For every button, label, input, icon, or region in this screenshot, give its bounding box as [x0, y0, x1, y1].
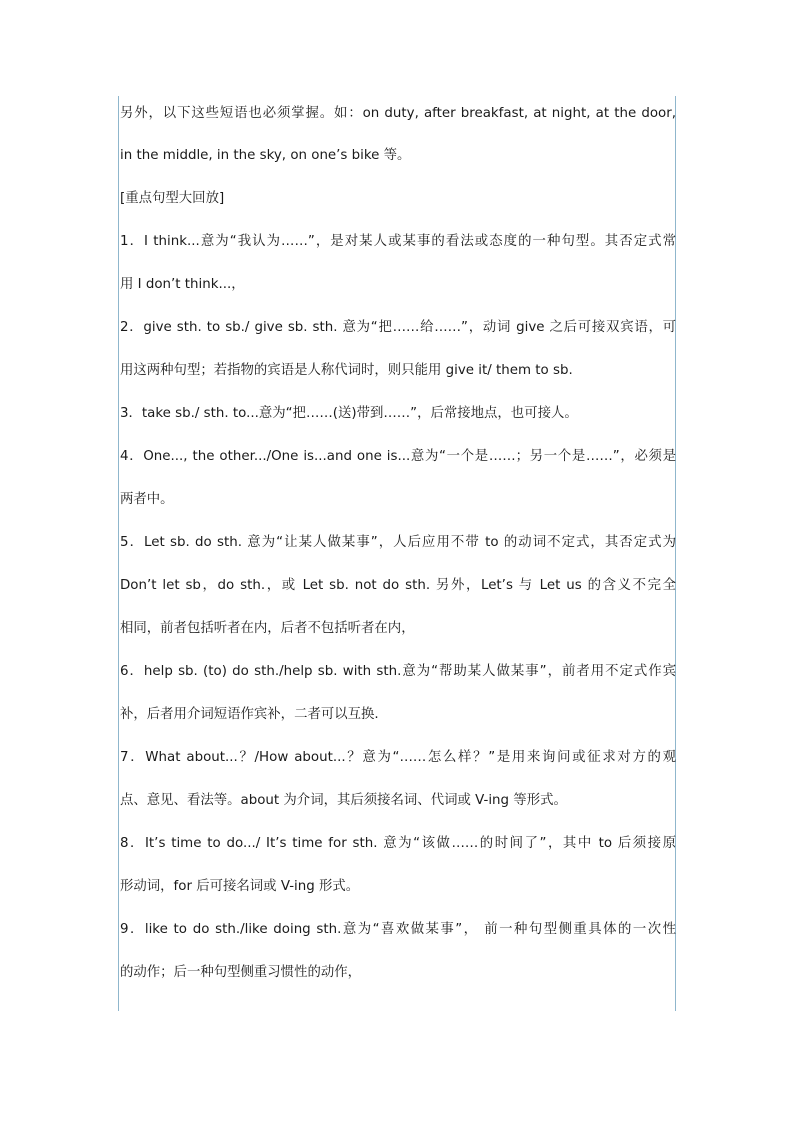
text-line: Don’t let sb，do sth.，或 Let sb. not do sth. 另外，Let’s 与 Let us 的含义不完全 — [120, 578, 676, 593]
text-line: 5．Let sb. do sth. 意为“让某人做某事”，人后应用不带 to 的动词不定式，其否定式为 — [120, 535, 676, 550]
text-line: in the middle, in the sky, on one’s bike 等。 — [120, 148, 411, 163]
text-line: 7．What about...？/How about...？意为“……怎么样？”是用来询问或征求对方的观 — [120, 750, 676, 765]
text-line: 3．take sb./ sth. to...意为“把……(送)带到……”，后常接地点，也可接人。 — [120, 406, 578, 421]
text-line: 点、意见、看法等。about 为介词，其后须接名词、代词或 V-ing 等形式。 — [120, 793, 567, 808]
text-line: 的动作；后一种句型侧重习惯性的动作， — [120, 965, 362, 980]
text-line: 相同，前者包括听者在内，后者不包括听者在内， — [120, 621, 415, 636]
text-line: 用 I don’t think...， — [120, 277, 245, 292]
text-line: 补，后者用介词短语作宾补，二者可以互换. — [120, 707, 379, 722]
text-line: 8．It’s time to do.../ It’s time for sth. 意为“该做……的时间了”，其中 to 后须接原 — [120, 836, 676, 851]
text-line: 1．I think...意为“我认为……”，是对某人或某事的看法或态度的一种句型。其否定式常 — [120, 234, 676, 249]
text-line: 形动词，for 后可接名词或 V-ing 形式。 — [120, 879, 360, 894]
text-line: 两者中。 — [120, 492, 174, 507]
text-frame — [118, 96, 676, 1011]
text-line: 2．give sth. to sb./ give sb. sth. 意为“把……给……”，动词 give 之后可接双宾语，可 — [120, 320, 676, 335]
text-line: 另外，以下这些短语也必须掌握。如：on duty, after breakfast, at night, at the door, — [120, 106, 676, 121]
section-heading: [重点句型大回放] — [120, 191, 225, 206]
text-line: 4．One..., the other.../One is...and one is...意为“一个是……；另一个是……”，必须是 — [120, 449, 676, 464]
text-line: 用这两种句型；若指物的宾语是人称代词时，则只能用 give it/ them to sb. — [120, 363, 573, 378]
text-line: 9．like to do sth./like doing sth.意为“喜欢做某事”， 前一种句型侧重具体的一次性 — [120, 922, 676, 937]
text-line: 6．help sb. (to) do sth./help sb. with sth.意为“帮助某人做某事”，前者用不定式作宾 — [120, 664, 676, 679]
